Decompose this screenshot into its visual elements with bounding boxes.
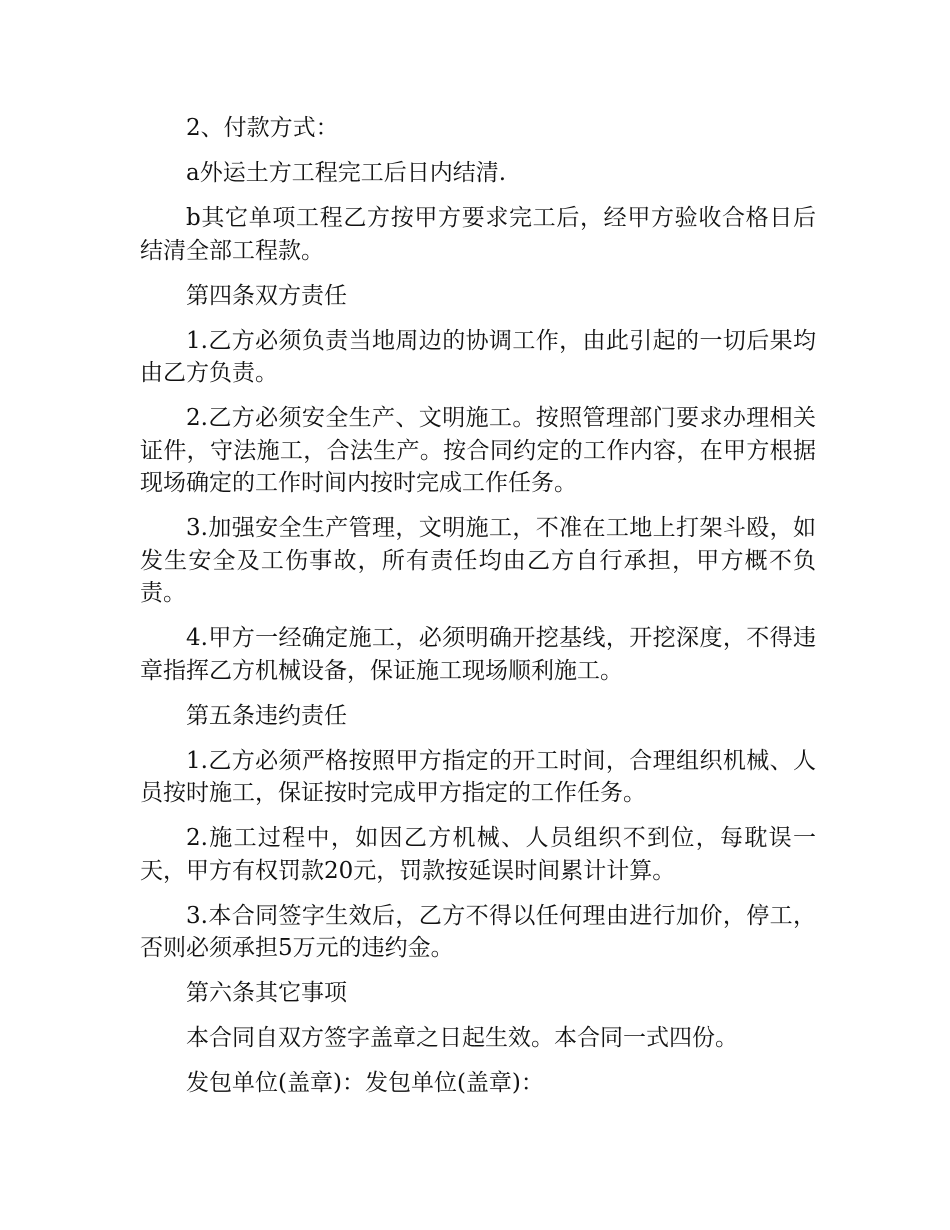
article-4-item-1: 1.乙方必须负责当地周边的协调工作，由此引起的一切后果均由乙方负责。	[140, 327, 816, 386]
signature-line: 发包单位(盖章)：发包单位(盖章)：	[186, 1070, 544, 1096]
effective-clause: 本合同自双方签字盖章之日起生效。本合同一式四份。	[186, 1025, 738, 1051]
article-4-item-2: 2.乙方必须安全生产、文明施工。按照管理部门要求办理相关证件，守法施工，合法生产。按合同约定的工作内容，在甲方根据现场确定的工作时间内按时完成工作任务。	[140, 405, 816, 496]
article-5-item-1: 1.乙方必须严格按照甲方指定的开工时间，合理组织机械、人员按时施工，保证按时完成甲方指定的工作任务。	[140, 747, 816, 806]
article-5-item-3: 3.本合同签字生效后，乙方不得以任何理由进行加价，停工，否则必须承担5万元的违约金。	[140, 902, 816, 961]
article-4-heading: 第四条双方责任	[186, 282, 347, 309]
payment-method-heading: 2、付款方式：	[186, 115, 339, 141]
payment-clause-b: b其它单项工程乙方按甲方要求完工后，经甲方验收合格日后结清全部工程款。	[140, 205, 816, 264]
payment-clause-a: a外运土方工程完工后日内结清.	[186, 160, 507, 186]
article-4-item-4: 4.甲方一经确定施工，必须明确开挖基线，开挖深度，不得违章指挥乙方机械设备，保证施工现场顺利施工。	[140, 625, 816, 684]
article-4-item-3: 3.加强安全生产管理，文明施工，不准在工地上打架斗殴，如发生安全及工伤事故，所有责任均由乙方自行承担，甲方概不负责。	[140, 515, 816, 606]
article-6-heading: 第六条其它事项	[186, 980, 347, 1006]
article-5-heading: 第五条违约责任	[186, 702, 347, 729]
document-body	[140, 112, 816, 1112]
article-5-item-2: 2.施工过程中，如因乙方机械、人员组织不到位，每耽误一天，甲方有权罚款20元，罚款按延误时间累计计算。	[140, 825, 816, 884]
